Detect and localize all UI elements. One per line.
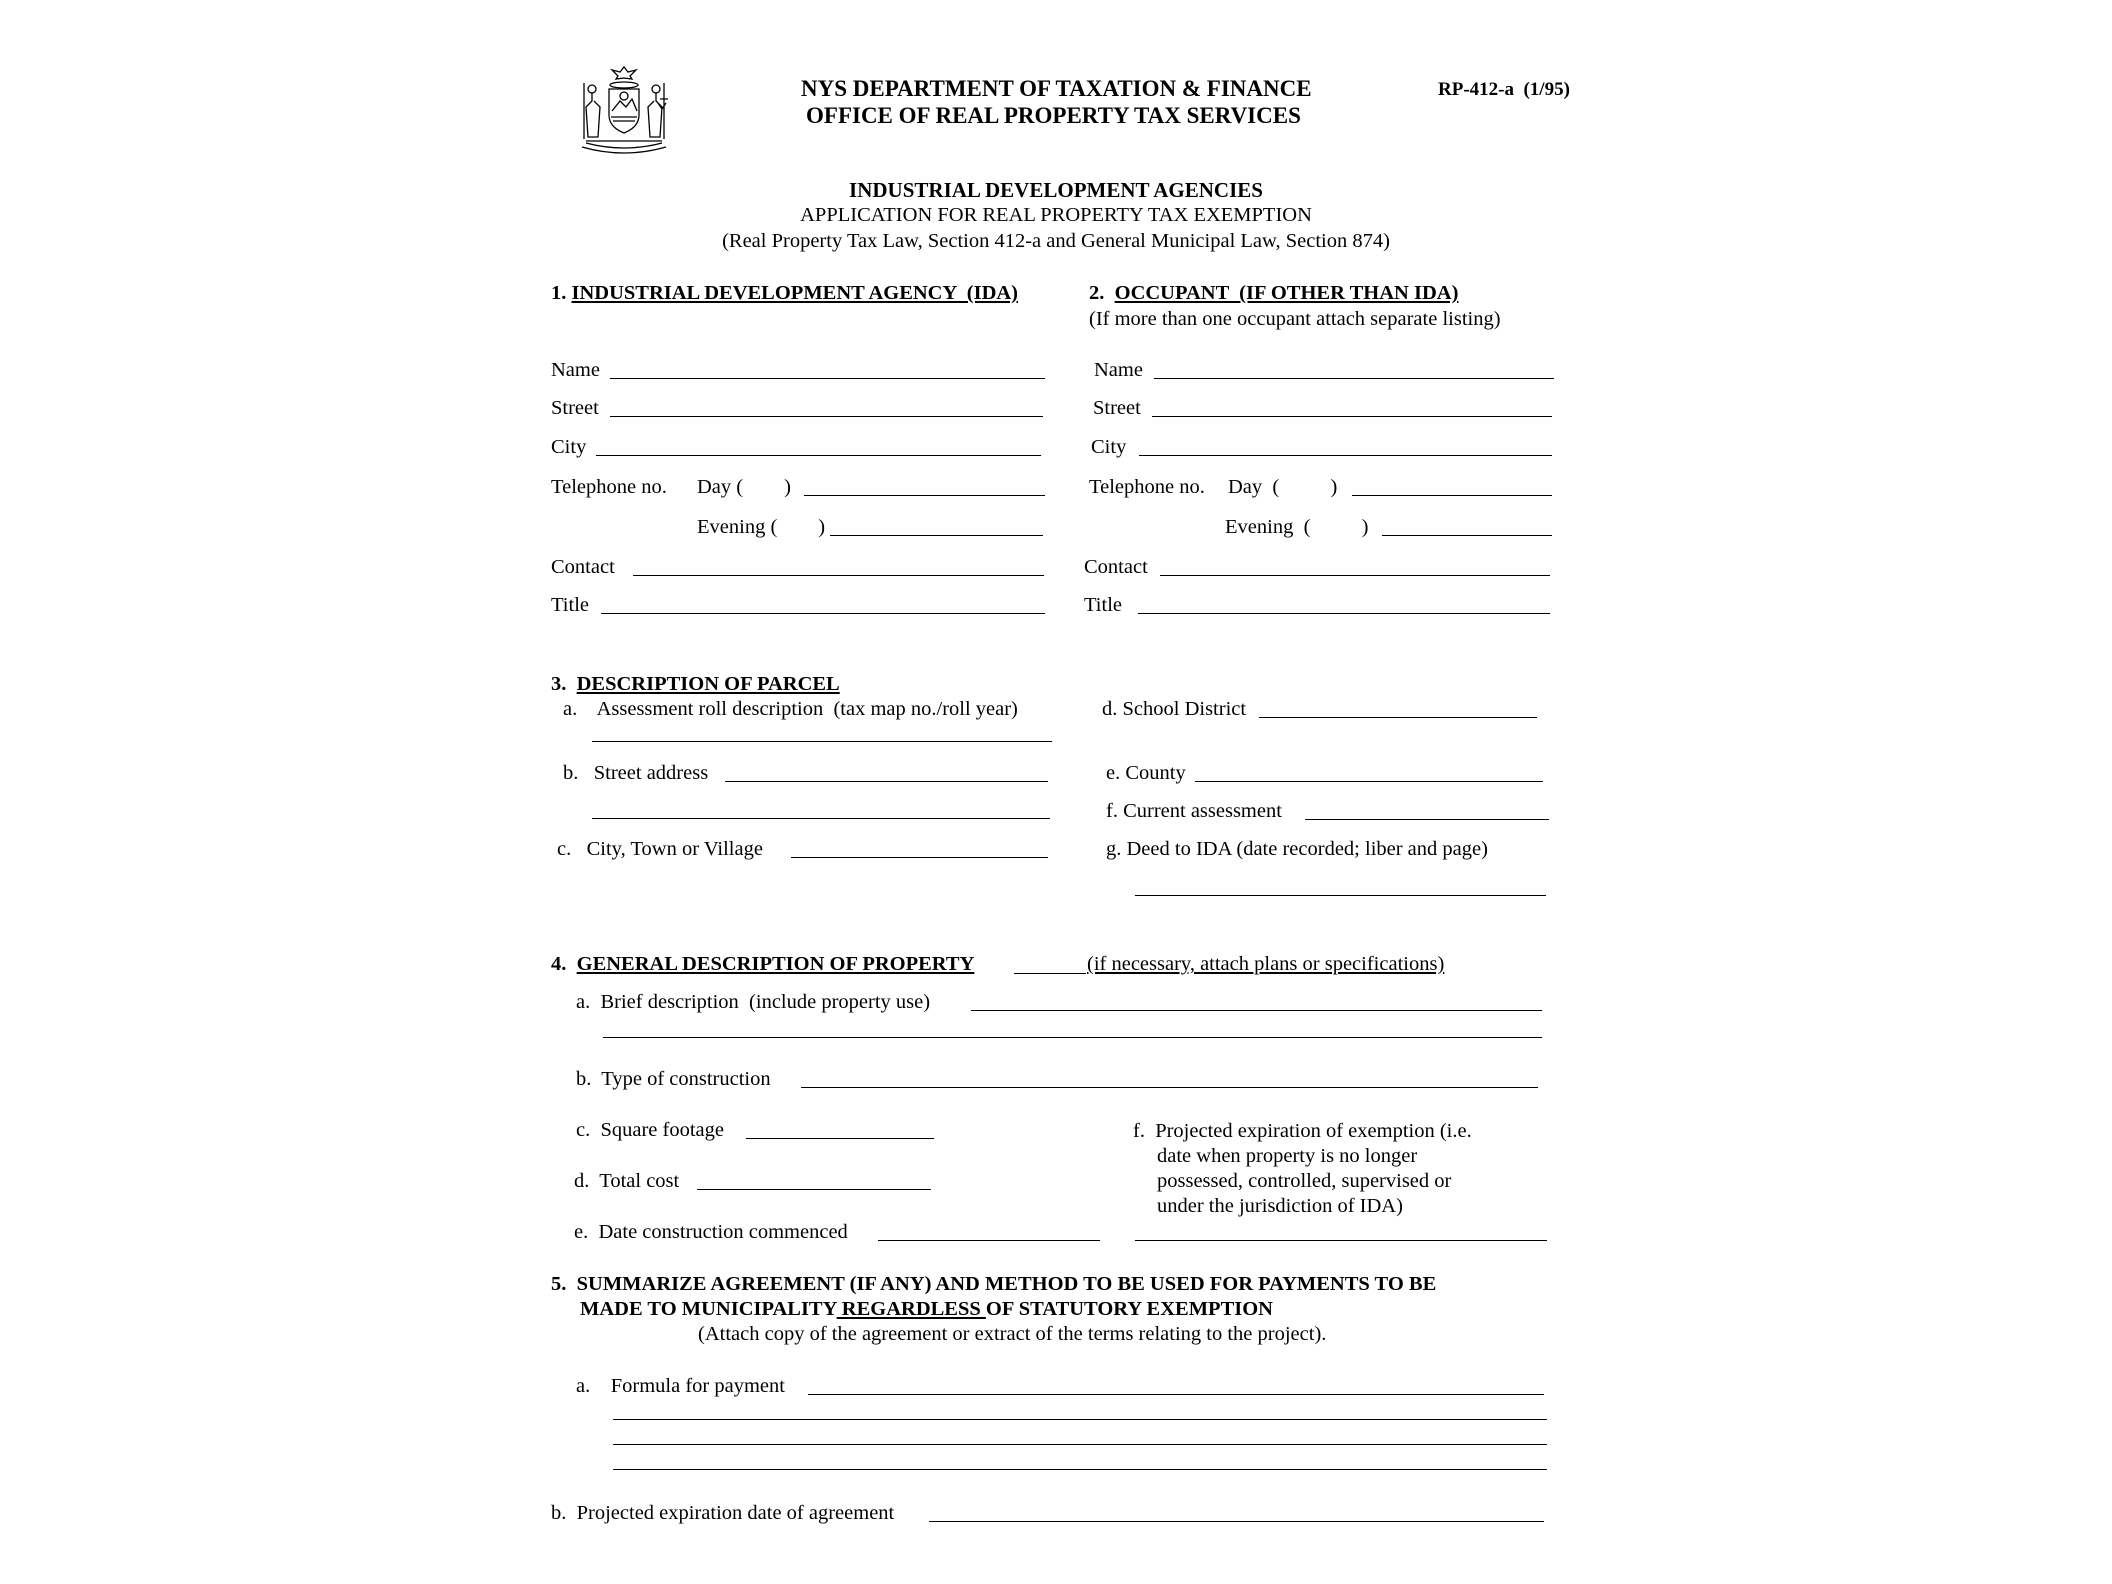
- payment-formula-field-4[interactable]: [613, 1469, 1547, 1470]
- total-cost-label: d. Total cost: [574, 1170, 680, 1192]
- occupant-day-phone-label: Day ( ): [1228, 476, 1338, 498]
- ida-contact-label: Contact: [551, 556, 615, 578]
- street-address-field-2[interactable]: [592, 818, 1050, 819]
- ida-title-label: Title: [551, 594, 589, 616]
- form-number: RP-412-a (1/95): [1438, 79, 1570, 100]
- section-4-heading: 4. GENERAL DESCRIPTION OF PROPERTY: [551, 953, 975, 975]
- school-district-label: d. School District: [1102, 698, 1247, 720]
- current-assessment-label: f. Current assessment: [1106, 800, 1282, 822]
- ida-contact-field[interactable]: [633, 575, 1044, 576]
- projected-expiration-field[interactable]: [1135, 1240, 1547, 1241]
- occupant-name-label: Name: [1094, 359, 1143, 381]
- brief-description-field[interactable]: [971, 1010, 1542, 1011]
- brief-description-label: a. Brief description (include property use): [576, 991, 931, 1013]
- deed-to-ida-field[interactable]: [1135, 895, 1546, 896]
- section-5-note: (Attach copy of the agreement or extract of the terms relating to the project).: [698, 1323, 1327, 1345]
- county-field[interactable]: [1195, 781, 1543, 782]
- construction-commenced-field[interactable]: [878, 1240, 1100, 1241]
- agreement-expiration-label: b. Projected expiration date of agreement: [551, 1502, 895, 1524]
- occupant-evening-phone-field[interactable]: [1382, 535, 1552, 536]
- construction-commenced-label: e. Date construction commenced: [574, 1221, 848, 1243]
- brief-description-field-2[interactable]: [603, 1037, 1542, 1038]
- ida-title-field[interactable]: [601, 613, 1045, 614]
- occupant-contact-label: Contact: [1084, 556, 1148, 578]
- section-5-heading: 5. SUMMARIZE AGREEMENT (IF ANY) AND METHOD TO BE USED FOR PAYMENTS TO BE: [551, 1273, 1437, 1295]
- nys-seal-icon: [572, 63, 676, 161]
- ida-street-field[interactable]: [610, 416, 1043, 417]
- assessment-roll-field[interactable]: [592, 741, 1052, 742]
- city-town-village-field[interactable]: [791, 857, 1048, 858]
- construction-type-field[interactable]: [801, 1087, 1538, 1088]
- occupant-name-field[interactable]: [1154, 378, 1554, 379]
- ida-city-field[interactable]: [596, 455, 1041, 456]
- deed-to-ida-label: g. Deed to IDA (date recorded; liber and page): [1106, 838, 1488, 860]
- section-4-underline: [1014, 973, 1086, 974]
- county-label: e. County: [1106, 762, 1186, 784]
- occupant-street-label: Street: [1093, 397, 1141, 419]
- payment-formula-label: a. Formula for payment: [576, 1375, 785, 1397]
- square-footage-label: c. Square footage: [576, 1119, 724, 1141]
- occupant-telephone-label: Telephone no.: [1089, 476, 1205, 498]
- ida-day-phone-label: Day ( ): [697, 476, 791, 498]
- ida-evening-phone-field[interactable]: [830, 535, 1043, 536]
- occupant-title-label: Title: [1084, 594, 1122, 616]
- occupant-city-field[interactable]: [1139, 455, 1552, 456]
- ida-city-label: City: [551, 436, 587, 458]
- payment-formula-field-2[interactable]: [613, 1419, 1547, 1420]
- school-district-field[interactable]: [1259, 717, 1537, 718]
- agreement-expiration-field[interactable]: [929, 1521, 1544, 1522]
- current-assessment-field[interactable]: [1305, 819, 1549, 820]
- office-name: OFFICE OF REAL PROPERTY TAX SERVICES: [806, 103, 1301, 128]
- form-statute: (Real Property Tax Law, Section 412-a and General Municipal Law, Section 874): [722, 230, 1390, 252]
- payment-formula-field[interactable]: [808, 1394, 1544, 1395]
- street-address-field[interactable]: [725, 781, 1048, 782]
- ida-telephone-label: Telephone no.: [551, 476, 667, 498]
- city-town-village-label: c. City, Town or Village: [557, 838, 763, 860]
- department-name: NYS DEPARTMENT OF TAXATION & FINANCE: [801, 76, 1312, 101]
- ida-evening-phone-label: Evening ( ): [697, 516, 826, 538]
- ida-day-phone-field[interactable]: [804, 495, 1045, 496]
- total-cost-field[interactable]: [697, 1189, 931, 1190]
- form-subtitle: APPLICATION FOR REAL PROPERTY TAX EXEMPTION: [800, 204, 1312, 226]
- construction-type-label: b. Type of construction: [576, 1068, 771, 1090]
- square-footage-field[interactable]: [746, 1138, 934, 1139]
- assessment-roll-label: a. Assessment roll description (tax map no./roll year): [563, 698, 1018, 720]
- ida-name-label: Name: [551, 359, 600, 381]
- occupant-note: (If more than one occupant attach separate listing): [1089, 308, 1501, 330]
- ida-street-label: Street: [551, 397, 599, 419]
- section-4-note: (if necessary, attach plans or specifications): [1087, 953, 1445, 975]
- section-5-heading-2: MADE TO MUNICIPALITY REGARDLESS OF STATUTORY EXEMPTION: [580, 1298, 1273, 1320]
- projected-expiration-label-2: date when property is no longer: [1157, 1145, 1418, 1167]
- section-2-heading: 2. OCCUPANT (IF OTHER THAN IDA): [1089, 282, 1459, 304]
- occupant-contact-field[interactable]: [1160, 575, 1550, 576]
- occupant-city-label: City: [1091, 436, 1127, 458]
- projected-expiration-label-3: possessed, controlled, supervised or: [1157, 1170, 1452, 1192]
- street-address-label: b. Street address: [563, 762, 709, 784]
- occupant-evening-phone-label: Evening ( ): [1225, 516, 1369, 538]
- ida-name-field[interactable]: [610, 378, 1045, 379]
- section-3-heading: 3. DESCRIPTION OF PARCEL: [551, 673, 840, 695]
- projected-expiration-label-4: under the jurisdiction of IDA): [1157, 1195, 1403, 1217]
- section-1-heading: 1. INDUSTRIAL DEVELOPMENT AGENCY (IDA): [551, 282, 1019, 304]
- occupant-street-field[interactable]: [1152, 416, 1552, 417]
- occupant-day-phone-field[interactable]: [1352, 495, 1552, 496]
- projected-expiration-label: f. Projected expiration of exemption (i.e.: [1133, 1120, 1472, 1142]
- occupant-title-field[interactable]: [1138, 613, 1550, 614]
- form-title: INDUSTRIAL DEVELOPMENT AGENCIES: [849, 178, 1263, 202]
- payment-formula-field-3[interactable]: [613, 1444, 1547, 1445]
